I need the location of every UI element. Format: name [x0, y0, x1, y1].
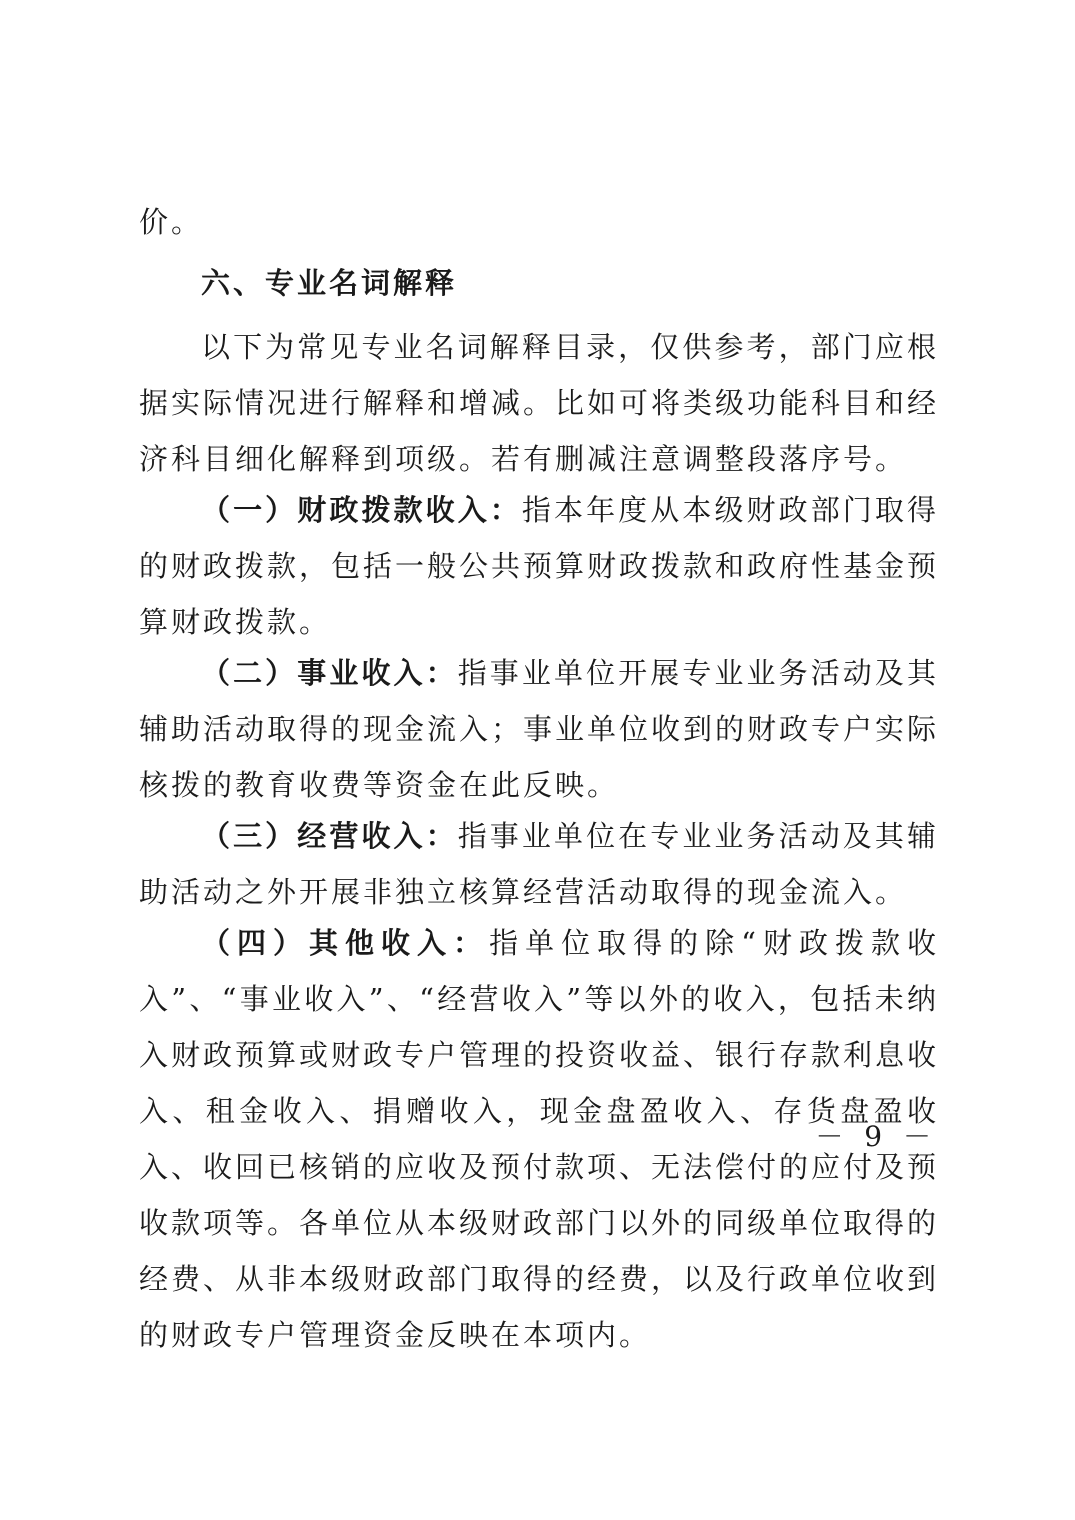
- definition-term: （一）财政拨款收入：: [201, 493, 522, 527]
- definition-item: [139, 482, 939, 650]
- definition-text: 指事业单位在专业业务活动及其辅助活动之外开展非独立核算经营活动取得的现金流入。: [139, 819, 939, 909]
- definition-term: （二）事业收入：: [201, 656, 458, 690]
- section-heading: 六、专业名词解释: [201, 266, 458, 300]
- intro-paragraph: 以下为常见专业名词解释目录，仅供参考，部门应根据实际情况进行解释和增减。比如可将类级功能科目和经济科目细化解释到项级。若有删减注意调整段落序号。: [139, 330, 940, 476]
- continuation-text: 价。: [139, 205, 204, 239]
- definition-item: [139, 808, 939, 920]
- definition-term: （四）其他收入：: [201, 926, 490, 960]
- definition-term: （三）经营收入：: [201, 819, 458, 853]
- definition-text: 指事业单位开展专业业务活动及其辅助活动取得的现金流入；事业单位收到的财政专户实际核拨的教育收费等资金在此反映。: [139, 656, 940, 802]
- definition-item: [139, 645, 939, 813]
- definition-text: 指本年度从本级财政部门取得的财政拨款，包括一般公共预算财政拨款和政府性基金预算财政拨款。: [139, 493, 940, 639]
- definition-text: 指单位取得的除“财政拨款收入”、“事业收入”、“经营收入”等以外的收入，包括未纳入财政预算或财政专户管理的投资收益、银行存款利息收入、租金收入、捐赠收入，现金盘盈收入、存货盘盈收入、收回已核销的应收及预付款项、无法偿付的应付及预收款项等。各单位从本级财政部门以外的同级单位取得的经费、从非本级财政部门取得的经费，以及行政单位收到的财政专户管理资金反映在本项内。: [139, 926, 940, 1352]
- page-number: － 9 －: [815, 1120, 937, 1153]
